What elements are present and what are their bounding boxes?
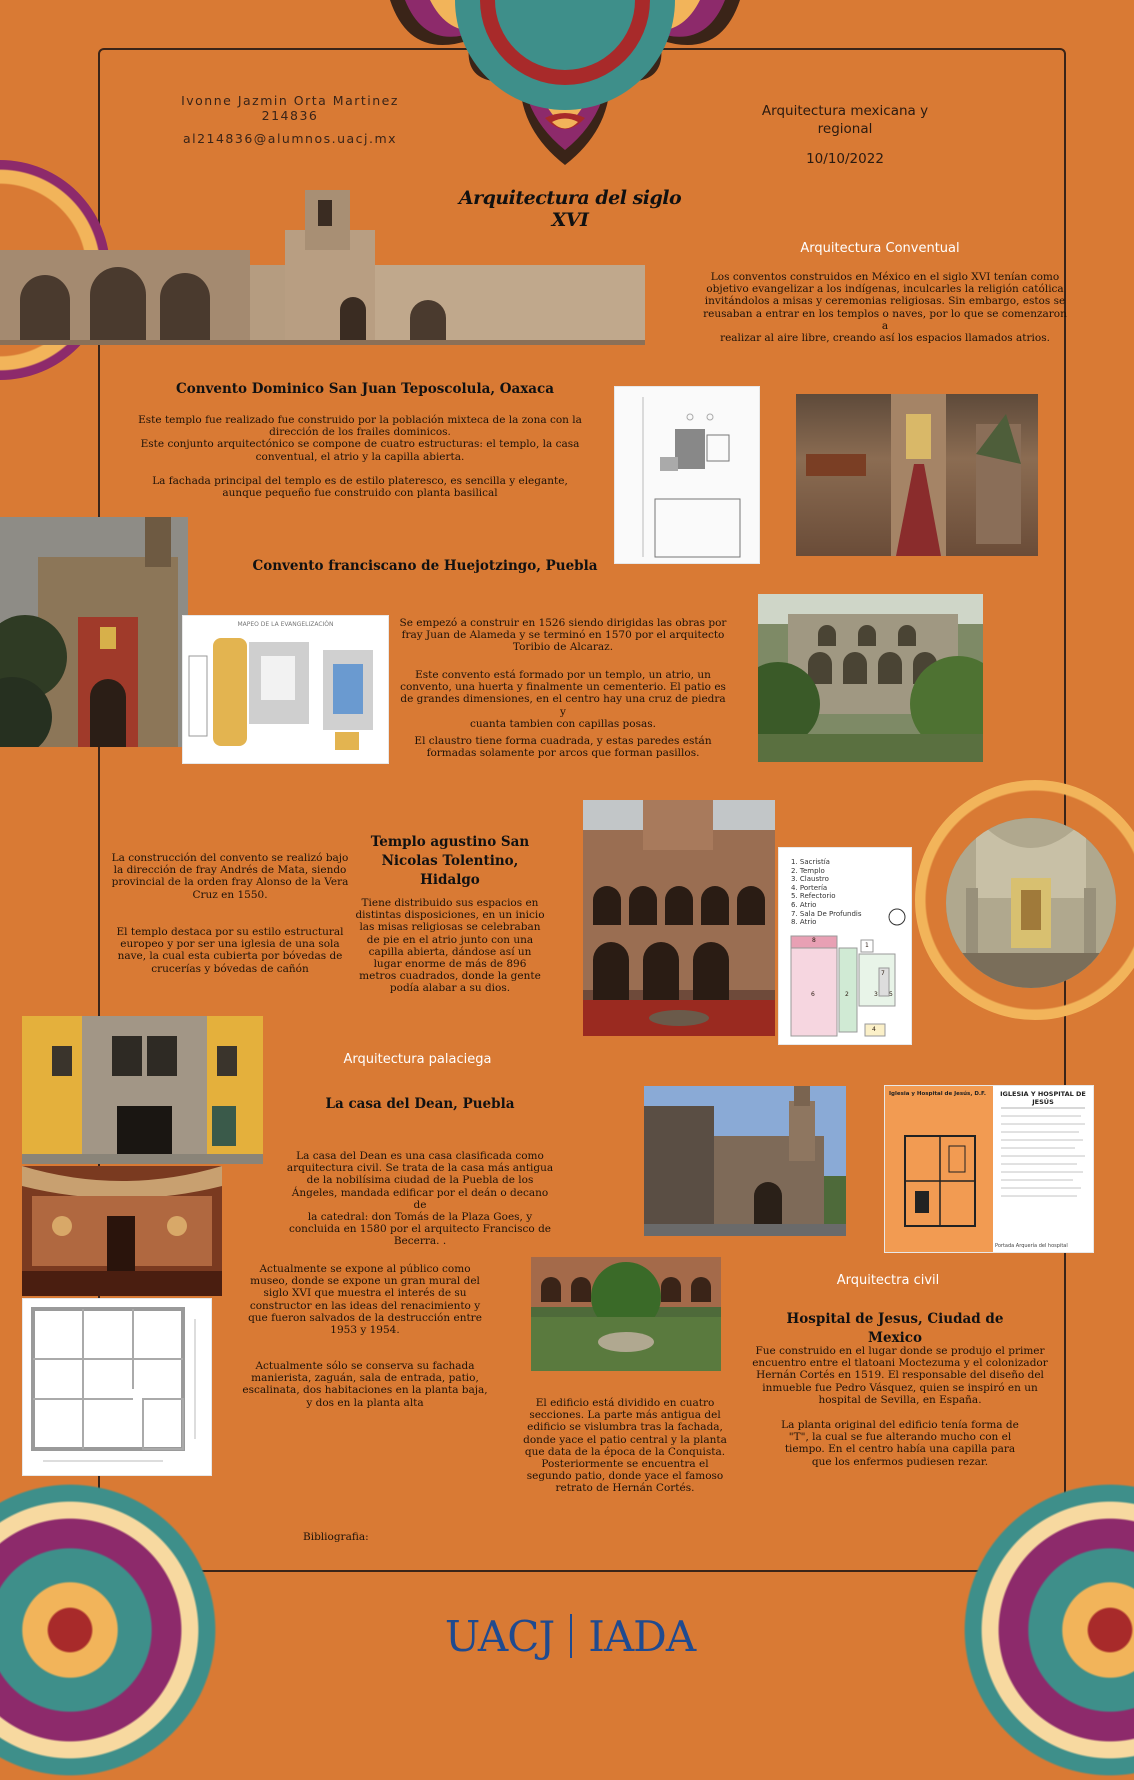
huejotzingo-plan-caption: MAPEO DE LA EVANGELIZACIÓN: [237, 621, 334, 628]
huejotzingo-cloister-photo: [758, 594, 983, 762]
author-block: [170, 93, 410, 146]
hospital-plan-title-right: IGLESIA Y HOSPITAL DE JESÚS: [1000, 1090, 1086, 1106]
plan-label: 6: [811, 991, 815, 998]
teposcolula-interior-photo: [796, 394, 1038, 556]
hospital-plan-title-left: Iglesia y Hospital de Jesús, D.F.: [889, 1091, 987, 1097]
casa-dean-mural-photo: [22, 1166, 222, 1296]
course-subject-line1: Arquitectura mexicana y: [761, 103, 929, 119]
dean-text3: Actualmente sólo se conserva su fachada manierista, zaguán, sala de entrada, patio, escalinata, dos habitaciones en la planta baja, y dos en la planta alta: [242, 1360, 488, 1409]
legend-item: 8. Atrio: [791, 918, 817, 927]
plan-label: 2: [845, 991, 849, 998]
legend-item: 5. Refectorio: [791, 892, 836, 901]
top-mandala: [370, 0, 760, 170]
author-name: Ivonne Jazmin Orta Martinez: [181, 93, 399, 108]
hospital-jesus-church-photo: [644, 1086, 846, 1236]
legend-item: 3. Claustro: [791, 875, 829, 884]
casa-dean-facade-photo: [22, 1016, 263, 1164]
plan-label: 7: [881, 970, 885, 977]
course-subject-line2: regional: [817, 121, 873, 137]
conventual-heading: Arquitectura Conventual: [800, 241, 960, 256]
civil-subheading: Hospital de Jesus, Ciudad de Mexico: [786, 1311, 1004, 1346]
tolentino-cloister-photo: [583, 800, 775, 1036]
tolentino-left-text1: La construcción del convento se realizó bajo la dirección de fray Andrés de Mata, siendo provincial de la orden fray Alonso de la Vera Cruz en 1550.: [111, 852, 349, 901]
huejotzingo-heading: Convento franciscano de Huejotzingo, Puebla: [252, 558, 598, 574]
teposcolula-heading: Convento Dominico San Juan Teposcolula, Oaxaca: [175, 381, 555, 397]
plan-label: 3: [874, 991, 878, 998]
legend-item: 7. Sala De Profundis: [791, 909, 862, 918]
legend-item: 2. Templo: [791, 866, 825, 875]
teposcolula-text: Este templo fue realizado fue construido por la población mixteca de la zona con la dirección de los frailes dominicos. Este conjunto arquitectónico se compone de cuatro estructuras: el templo, la casa conventual, el atrio y la capilla abierta. La fachada principal del templo es de estilo plateresco, es sencilla y elegante, aunque pequeño fue construido con planta basilical: [138, 414, 582, 500]
course-date: 10/10/2022: [806, 151, 884, 167]
palaciega-heading: Arquitectura palaciega: [343, 1052, 492, 1067]
dean-text4: El edificio está dividido en cuatro secciones. La parte más antigua del edificio se vislumbra tras la fachada, donde yace el patio central y la planta que data de la época de la Conquista. Posteriormente se encuentra el segundo patio, donde yace el famoso retrato de Hernán Cortés.: [523, 1397, 727, 1495]
conventual-text: Los conventos construidos en México en el siglo XVI tenían como objetivo evangelizar a los indígenas, inculcarles la religión católica invitándolos a misas y ceremonias religiosas. Sin embargo, estos se reusaban a entrar en los templos o naves, por lo que se comenzaron a realizar al aire libre, creando así los espacios llamados atrios.: [703, 271, 1067, 345]
legend-item: 6. Atrio: [791, 900, 817, 909]
course-block: [740, 102, 950, 168]
tolentino-heading-line2: Nicolas Tolentino, Hidalgo: [381, 853, 519, 888]
casa-dean-floor-plan: [22, 1298, 212, 1476]
dean-heading: La casa del Dean, Puebla: [325, 1096, 515, 1112]
legend-item: 1. Sacristía: [791, 858, 830, 866]
tolentino-mid-text: Tiene distribuido sus espacios en distintas disposiciones, en un inicio las misas religiosas se celebraban de pie en el atrio junto con una capilla abierta, dándose así un lugar enorme de más de 896 metros cuadrados, donde la gente podía alabar a su dios.: [355, 897, 545, 995]
plan-label: 1: [865, 942, 869, 949]
civil-text1: Fue construido en el lugar donde se produjo el primer encuentro entre el tlatoani Moctezuma y el colonizador Hernán Cortés en 1519. El responsable del diseño del inmueble fue Pedro Vásquez, quien se inspiró en un hospital de Sevilla, en España.: [752, 1345, 1048, 1406]
tolentino-heading-line1: Templo agustino San: [370, 834, 530, 850]
logo-divider: [570, 1614, 572, 1658]
tolentino-floor-plan: [778, 847, 912, 1045]
hospital-jesus-plan: [884, 1085, 1094, 1253]
logo-iada: IADA: [588, 1611, 696, 1661]
huejotzingo-text3: El claustro tiene forma cuadrada, y estas paredes están formadas solamente por arcos que forman pasillos.: [414, 735, 712, 760]
tolentino-left-text2: El templo destaca por su estilo estructural europeo y por ser una iglesia de una sola nave, la cual esta cubierta por bóvedas de crucerías y bóvedas de cañón: [116, 926, 344, 975]
legend-item: 4. Portería: [791, 883, 828, 892]
teposcolula-site-plan: [614, 386, 760, 564]
uacj-iada-logo: [440, 1608, 700, 1664]
tolentino-heading: [350, 833, 550, 890]
dean-text1: La casa del Dean es una casa clasificada como arquitectura civil. Se trata de la casa más antigua de la nobilísima ciudad de la Puebla de los Ángeles, mandada edificar por el deán o decano de la catedral: don Tomás de la Plaza Goes, y concluida en 1580 por el arquitecto Francisco de Becerra. .: [286, 1150, 554, 1248]
huejotzingo-facade-photo: [0, 517, 188, 747]
bibliography-label: Bibliografia:: [303, 1531, 369, 1543]
plan-label: 8: [812, 937, 816, 944]
plan-label: 4: [872, 1026, 876, 1033]
huejotzingo-floor-plan: [182, 615, 389, 764]
teposcolula-panorama-photo: [0, 190, 645, 345]
author-email: al214836@alumnos.uacj.mx: [182, 131, 398, 146]
tolentino-nave-photo: [946, 818, 1116, 988]
casa-dean-patio-photo: [531, 1257, 721, 1371]
hospital-plan-footer: Portada Arquería del hospital: [995, 1243, 1068, 1249]
author-id: 214836: [261, 108, 319, 123]
logo-uacj: UACJ: [444, 1611, 555, 1661]
civil-heading: Arquitectra civil: [836, 1273, 940, 1288]
page-title: Arquitectura del siglo XVI: [458, 187, 682, 231]
dean-text2: Actualmente se expone al público como museo, donde se expone un gran mural del siglo XVI que muestra el interés de su constructor en las ideas del renacimiento y que fueron salvados de la destrucción entre 1953 y 1954.: [248, 1263, 482, 1337]
huejotzingo-text1: Se empezó a construir en 1526 siendo dirigidas las obras por fray Juan de Alameda y se terminó en 1570 por el arquitecto Toribio de Alcaraz.: [399, 617, 727, 654]
civil-text2: La planta original del edificio tenía forma de "T", la cual se fue alterando mucho con el tiempo. En el centro había una capilla para que los enfermos pudiesen rezar.: [781, 1419, 1019, 1468]
plan-label: 5: [889, 991, 893, 998]
huejotzingo-text2: Este convento está formado por un templo, un atrio, un convento, una huerta y finalmente un cementerio. El patio es de grandes dimensiones, en el centro hay una cruz de piedra y cuanta tambien con capillas posas.: [400, 669, 726, 730]
